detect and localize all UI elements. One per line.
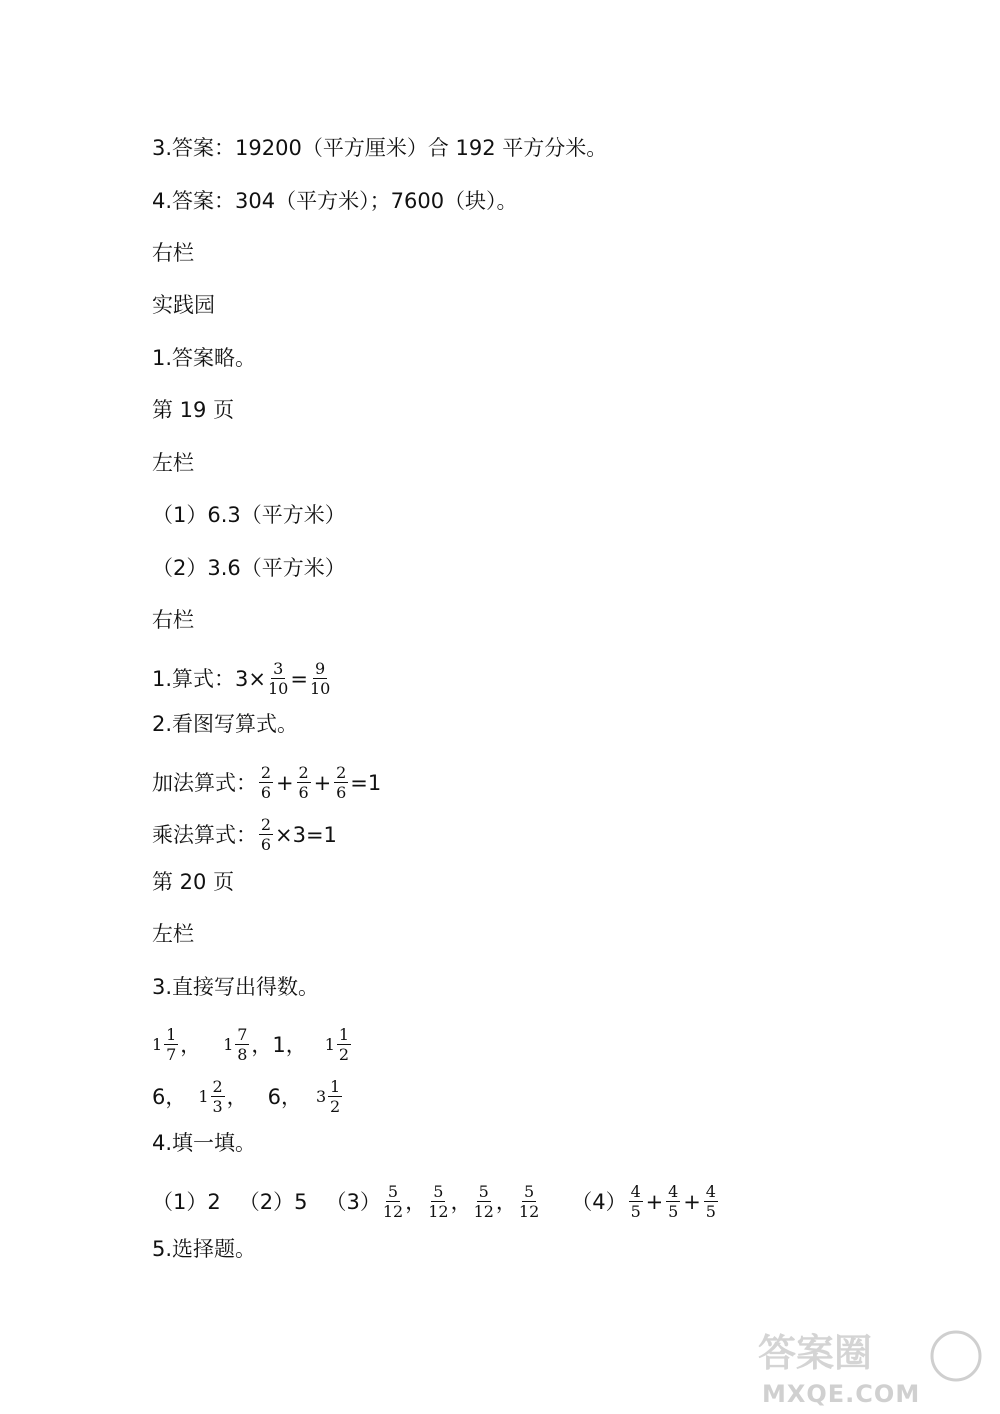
answer-1-omitted: 1.答案略。 [152, 346, 257, 370]
fill-answer-2: （2）5 [238, 1189, 308, 1214]
fraction-1-2: $\frac{1}{2}$ [330, 1077, 341, 1116]
heading-right-column: 右栏 [152, 241, 194, 265]
mixed-whole: 1 [324, 1034, 335, 1054]
answer-item-1: （1）6.3（平方米） [152, 503, 346, 527]
separator: ， [495, 1189, 517, 1214]
plus-sign: + [313, 770, 332, 795]
fill-answer-1: （1）2 [152, 1189, 221, 1214]
instruction-fill-in: 4.填一填。 [152, 1131, 257, 1155]
watermark-logo [750, 1326, 990, 1408]
fraction-5-12: $\frac{5}{12}$ [428, 1182, 449, 1221]
fraction-2-6: $\frac{2}{6}$ [336, 763, 347, 802]
fill-answer-3-label: （3） [325, 1189, 381, 1214]
separator: ， [450, 1189, 472, 1214]
separator: ， [251, 1032, 273, 1057]
fraction-2-3: $\frac{2}{3}$ [212, 1077, 223, 1116]
answer-4: 4.答案：304（平方米）；7600（块）。 [152, 189, 518, 213]
addition-formula [152, 764, 381, 801]
fraction-2-6: $\frac{2}{6}$ [260, 815, 272, 854]
whole-number: 6 [152, 1084, 166, 1109]
heading-right-column-2: 右栏 [152, 608, 194, 632]
heading-left-column-2: 左栏 [152, 922, 194, 946]
fraction-2-6: $\frac{2}{6}$ [260, 763, 272, 802]
separator: ， [280, 1084, 302, 1109]
answer-3: 3.答案：19200（平方厘米）合 192 平方分米。 [152, 136, 608, 160]
fill-answer-4-label: （4） [571, 1189, 627, 1214]
page-heading-19: 第 19 页 [152, 398, 235, 422]
page-heading-20: 第 20 页 [152, 870, 235, 894]
fill-in-answers [152, 1183, 720, 1220]
plus-sign: + [645, 1189, 664, 1214]
fraction-4-5: $\frac{4}{5}$ [705, 1182, 716, 1221]
whole-number: 1 [272, 1032, 286, 1057]
whole-number: 6 [267, 1084, 281, 1109]
plus-sign: + [276, 770, 294, 795]
fraction-2-6: $\frac{2}{6}$ [298, 763, 309, 802]
equals-sign: = [290, 666, 308, 691]
separator: ， [180, 1032, 202, 1057]
fraction-4-5: $\frac{4}{5}$ [630, 1182, 641, 1221]
separator: ， [226, 1084, 248, 1109]
formula-prefix: 1.算式：3× [152, 666, 266, 691]
watermark-url: MXQE.COM [762, 1380, 921, 1408]
separator: ， [405, 1189, 427, 1214]
answers-row-1 [152, 1026, 353, 1063]
separator: ， [165, 1084, 187, 1109]
addition-label: 加法算式： [152, 770, 257, 795]
fraction-1-2: $\frac{1}{2}$ [338, 1025, 350, 1064]
mixed-whole: 1 [198, 1086, 209, 1106]
fraction-9-10: $\frac{9}{10}$ [309, 659, 331, 698]
addition-result: =1 [350, 770, 382, 795]
fraction-5-12: $\frac{5}{12}$ [518, 1182, 540, 1221]
watermark-logo-text: 答案圈 [758, 1331, 873, 1375]
fraction-1-7: $\frac{1}{7}$ [166, 1025, 177, 1064]
multiplication-formula [152, 816, 337, 853]
mixed-whole: 3 [315, 1086, 327, 1106]
answers-row-2 [152, 1078, 344, 1115]
multiplication-label: 乘法算式： [152, 822, 257, 847]
fraction-4-5: $\frac{4}{5}$ [668, 1182, 679, 1221]
mixed-whole: 1 [152, 1034, 163, 1054]
multiplication-suffix: ×3=1 [275, 822, 337, 847]
fraction-5-12: $\frac{5}{12}$ [382, 1182, 404, 1221]
instruction-write-formula: 2.看图写算式。 [152, 712, 299, 736]
instruction-direct-answers: 3.直接写出得数。 [152, 975, 320, 999]
fraction-3-10: $\frac{3}{10}$ [268, 659, 289, 698]
mixed-whole: 1 [223, 1034, 234, 1054]
formula-line-1 [152, 660, 332, 697]
instruction-multiple-choice: 5.选择题。 [152, 1237, 257, 1261]
separator: ， [285, 1032, 307, 1057]
watermark-circle-icon [932, 1332, 980, 1380]
heading-left-column: 左栏 [152, 451, 194, 475]
fraction-7-8: $\frac{7}{8}$ [237, 1025, 248, 1064]
answer-item-2: （2）3.6（平方米） [152, 556, 346, 580]
fraction-5-12: $\frac{5}{12}$ [473, 1182, 494, 1221]
plus-sign: + [683, 1189, 701, 1214]
heading-practice-garden: 实践园 [152, 293, 215, 317]
